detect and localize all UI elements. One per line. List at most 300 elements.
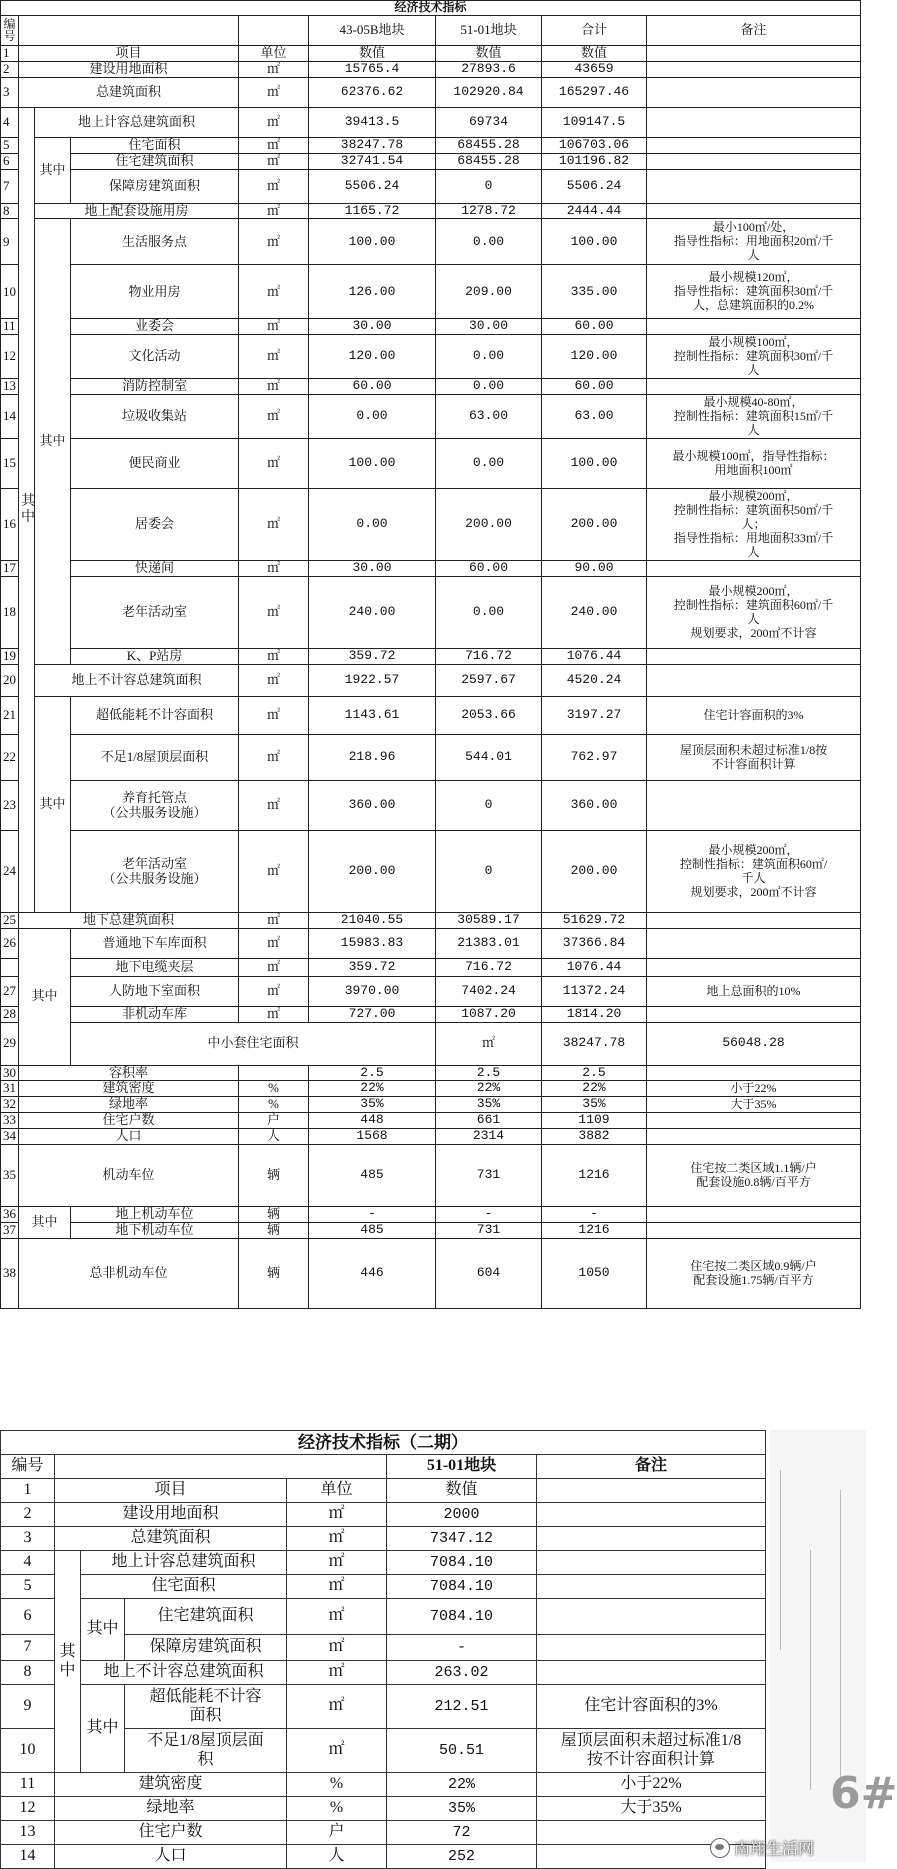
row-value: 21383.01 <box>436 929 542 959</box>
table-row <box>1 1821 766 1845</box>
row-note <box>647 137 861 153</box>
row-note <box>647 169 861 203</box>
row-no: 27 <box>1 977 19 1007</box>
row-unit: ㎡ <box>287 1503 387 1527</box>
table-row <box>1 1113 861 1129</box>
row-item: 地上不计容总建筑面积 <box>81 1661 287 1685</box>
row-value: 252 <box>387 1845 537 1869</box>
row-no: 36 <box>1 1207 19 1223</box>
row-unit: 辆 <box>239 1239 309 1309</box>
row-value: 22% <box>309 1081 436 1097</box>
row-value: 51629.72 <box>542 913 647 929</box>
row-note <box>537 1503 766 1527</box>
table-row <box>1 577 861 649</box>
row-no: 22 <box>1 735 19 781</box>
row-value: 38247.78 <box>542 1023 647 1065</box>
row-note: 最小规模40-80㎡， 控制性指标：建筑面积15㎡/千 人 <box>647 395 861 439</box>
row-unit: % <box>239 1081 309 1097</box>
header-no: 编号 <box>1 1455 55 1479</box>
row-note <box>647 929 861 959</box>
table-row <box>1 1065 861 1081</box>
economic-indicators-phase2-table <box>0 1430 766 1869</box>
table-row <box>1 1661 766 1685</box>
watermark <box>710 1836 814 1859</box>
row-value: 1109 <box>542 1113 647 1129</box>
header-value: 数值 <box>387 1479 537 1503</box>
row-unit: 户 <box>239 1113 309 1129</box>
row-item: 消防控制室 <box>71 379 239 395</box>
row-note <box>647 913 861 929</box>
table-row <box>1 1551 766 1575</box>
row-unit: ㎡ <box>287 1527 387 1551</box>
row-item: 住宅建筑面积 <box>125 1599 287 1635</box>
row-note <box>647 319 861 335</box>
row-item: 绿地率 <box>19 1097 239 1113</box>
row-value: 485 <box>309 1145 436 1207</box>
row-unit: ㎡ <box>287 1729 387 1773</box>
row-value: 37366.84 <box>542 929 647 959</box>
table-row <box>1 265 861 319</box>
row-item: 地上计容总建筑面积 <box>81 1551 287 1575</box>
row-no: 33 <box>1 1113 19 1129</box>
row-value: 0.00 <box>309 489 436 561</box>
row-note <box>647 77 861 107</box>
row-unit: ㎡ <box>239 439 309 489</box>
row-item: 总建筑面积 <box>55 1527 287 1551</box>
header-no: 编号 <box>1 15 19 45</box>
row-value: 63.00 <box>436 395 542 439</box>
row-value: 2.5 <box>436 1065 542 1081</box>
row-item: 建设用地面积 <box>55 1503 287 1527</box>
row-value: 27893.6 <box>436 61 542 77</box>
row-value: 544.01 <box>436 735 542 781</box>
row-unit: ㎡ <box>239 577 309 649</box>
row-value: 360.00 <box>542 781 647 831</box>
table-row <box>1 1097 861 1113</box>
table-row <box>1 1575 766 1599</box>
row-no: 9 <box>1 1685 55 1729</box>
table-row <box>1 1599 766 1635</box>
row-note <box>647 1113 861 1129</box>
row-item: 住宅户数 <box>55 1821 287 1845</box>
row-no: 10 <box>1 265 19 319</box>
row-item: 生活服务点 <box>71 219 239 265</box>
row-no: 18 <box>1 577 19 649</box>
row-value: 101196.82 <box>542 153 647 169</box>
row-note: 小于22% <box>647 1081 861 1097</box>
row-value: 2444.44 <box>542 203 647 219</box>
group-label: 其 中 <box>19 107 35 913</box>
row-item: 地上计容总建筑面积 <box>35 107 239 137</box>
row-note: 最小规模200㎡， 控制性指标：建筑面积60㎡/千 人 规划要求，200㎡不计容 <box>647 577 861 649</box>
row-note <box>647 781 861 831</box>
row-value: 1568 <box>309 1129 436 1145</box>
row-note <box>537 1575 766 1599</box>
row-unit: ㎡ <box>239 395 309 439</box>
row-note <box>537 1551 766 1575</box>
table-row <box>1 439 861 489</box>
row-unit: 人 <box>239 1129 309 1145</box>
row-unit: % <box>287 1773 387 1797</box>
row-item: 保障房建筑面积 <box>125 1635 287 1661</box>
row-item: 机动车位 <box>19 1145 239 1207</box>
row-item: 业委会 <box>71 319 239 335</box>
row-value: 0.00 <box>436 379 542 395</box>
row-unit: ㎡ <box>239 107 309 137</box>
row-value: 1087.20 <box>436 1007 542 1023</box>
table-row <box>1 169 861 203</box>
row-value: 2000 <box>387 1503 537 1527</box>
row-value: 446 <box>309 1239 436 1309</box>
row-value: 72 <box>387 1821 537 1845</box>
row-no: 28 <box>1 1007 19 1023</box>
row-value: 50.51 <box>387 1729 537 1773</box>
row-no: 10 <box>1 1729 55 1773</box>
row-value: 2597.67 <box>436 665 542 697</box>
row-unit: ㎡ <box>239 929 309 959</box>
row-value: - <box>309 1207 436 1223</box>
row-value: 1814.20 <box>542 1007 647 1023</box>
row-value: 212.51 <box>387 1685 537 1729</box>
row-note: 大于35% <box>537 1797 766 1821</box>
table-row <box>1 1207 861 1223</box>
row-no: 8 <box>1 1661 55 1685</box>
table-row <box>1 1845 766 1869</box>
row-unit: ㎡ <box>239 649 309 665</box>
row-value: 11372.24 <box>542 977 647 1007</box>
row-value: 56048.28 <box>647 1023 861 1065</box>
row-item: 建筑密度 <box>55 1773 287 1797</box>
watermark-text: 南翔生活网 <box>734 1839 815 1858</box>
row-item: 居委会 <box>71 489 239 561</box>
row-item: 总非机动车位 <box>19 1239 239 1309</box>
table-row <box>1 137 861 153</box>
row-unit: % <box>239 1097 309 1113</box>
row-item: 非机动车库 <box>71 1007 239 1023</box>
row-note <box>647 561 861 577</box>
row-unit: ㎡ <box>287 1599 387 1635</box>
row-value: 1216 <box>542 1223 647 1239</box>
row-item: 地下机动车位 <box>71 1223 239 1239</box>
row-no: 14 <box>1 395 19 439</box>
row-value: - <box>387 1635 537 1661</box>
row-unit: % <box>287 1797 387 1821</box>
row-item: 老年活动室 <box>71 577 239 649</box>
row-item: 普通地下车库面积 <box>71 929 239 959</box>
row-no: 26 <box>1 929 19 959</box>
row-item: 老年活动室 （公共服务设施） <box>71 831 239 913</box>
row-value: 1076.44 <box>542 959 647 977</box>
row-no: 17 <box>1 561 19 577</box>
row-value: 2.5 <box>542 1065 647 1081</box>
row-unit: ㎡ <box>287 1551 387 1575</box>
table-row <box>1 929 861 959</box>
row-value: 68455.28 <box>436 153 542 169</box>
row-value: 69734 <box>436 107 542 137</box>
row-note <box>647 649 861 665</box>
group-label: 其中 <box>35 697 71 913</box>
row-no: 29 <box>1 1023 19 1065</box>
row-no: 37 <box>1 1223 19 1239</box>
row-no: 6 <box>1 1599 55 1635</box>
row-unit: ㎡ <box>287 1575 387 1599</box>
row-value: 0 <box>436 781 542 831</box>
header-total: 合计 <box>542 15 647 45</box>
table-row <box>1 395 861 439</box>
row-value: 106703.06 <box>542 137 647 153</box>
row-value: 35% <box>542 1097 647 1113</box>
row-note <box>647 665 861 697</box>
row-note: 最小规模100㎡，指导性指标： 用地面积100㎡ <box>647 439 861 489</box>
row-value: 604 <box>436 1239 542 1309</box>
header-value: 数值 <box>309 45 436 61</box>
row-value: 359.72 <box>309 649 436 665</box>
row-item: 便民商业 <box>71 439 239 489</box>
row-value: 38247.78 <box>309 137 436 153</box>
row-note: 住宅计容面积的3% <box>537 1685 766 1729</box>
row-value: 102920.84 <box>436 77 542 107</box>
row-item: 人口 <box>55 1845 287 1869</box>
row-value: 1216 <box>542 1145 647 1207</box>
row-no: 21 <box>1 697 19 735</box>
row-note: 最小规模120㎡， 指导性指标：建筑面积30㎡/千 人，总建筑面积的0.2% <box>647 265 861 319</box>
table-row <box>1 107 861 137</box>
row-value: - <box>436 1207 542 1223</box>
row-unit: ㎡ <box>436 1023 542 1065</box>
row-unit: ㎡ <box>239 319 309 335</box>
row-unit: ㎡ <box>239 77 309 107</box>
row-no: 7 <box>1 1635 55 1661</box>
table-row <box>1 153 861 169</box>
header-unit: 单位 <box>239 45 309 61</box>
row-note <box>647 203 861 219</box>
table2-title: 经济技术指标（二期） <box>1 1431 766 1455</box>
row-item: 地上不计容总建筑面积 <box>35 665 239 697</box>
table-row <box>1 649 861 665</box>
row-value: 3197.27 <box>542 697 647 735</box>
row-value: 218.96 <box>309 735 436 781</box>
row-note <box>647 61 861 77</box>
row-unit: 户 <box>287 1821 387 1845</box>
row-item: K、P站房 <box>71 649 239 665</box>
row-value: 7084.10 <box>387 1575 537 1599</box>
row-item: 垃圾收集站 <box>71 395 239 439</box>
row-no: 7 <box>1 169 19 203</box>
row-value: 109147.5 <box>542 107 647 137</box>
building-number-label: 6# <box>830 1768 897 1819</box>
row-no: 5 <box>1 1575 55 1599</box>
row-no: 13 <box>1 1821 55 1845</box>
table-row <box>1 959 861 977</box>
row-value: - <box>542 1207 647 1223</box>
row-item: 地下电缆夹层 <box>71 959 239 977</box>
row-item: 不足1/8屋顶层面积 <box>71 735 239 781</box>
table-row <box>1 1797 766 1821</box>
table-row <box>1 1685 766 1729</box>
table-title: 经济技术指标 <box>1 1 861 16</box>
group-label: 其中 <box>81 1685 125 1773</box>
row-value: 731 <box>436 1145 542 1207</box>
row-value: 360.00 <box>309 781 436 831</box>
row-unit: ㎡ <box>239 137 309 153</box>
row-item: 中小套住宅面积 <box>71 1023 436 1065</box>
row-value: 1278.72 <box>436 203 542 219</box>
row-note: 大于35% <box>647 1097 861 1113</box>
row-note <box>647 1129 861 1145</box>
table-row <box>1 203 861 219</box>
row-no: 8 <box>1 203 19 219</box>
row-value: 200.00 <box>436 489 542 561</box>
row-value: 240.00 <box>542 577 647 649</box>
row-value: 7084.10 <box>387 1599 537 1635</box>
row-unit: ㎡ <box>239 977 309 1007</box>
row-note <box>647 1065 861 1081</box>
row-unit: ㎡ <box>287 1685 387 1729</box>
row-note: 最小规模100㎡， 控制性指标：建筑面积30㎡/千 人 <box>647 335 861 379</box>
row-no: 31 <box>1 1081 19 1097</box>
row-value: 5506.24 <box>542 169 647 203</box>
row-value: 731 <box>436 1223 542 1239</box>
row-note <box>647 1207 861 1223</box>
row-note <box>647 379 861 395</box>
table-row <box>1 913 861 929</box>
row-value: 335.00 <box>542 265 647 319</box>
table-row <box>1 1129 861 1145</box>
row-unit: ㎡ <box>287 1661 387 1685</box>
table-row <box>1 489 861 561</box>
header-plot-43-05b: 43-05B地块 <box>309 15 436 45</box>
row-item: 快递间 <box>71 561 239 577</box>
row-no: 12 <box>1 335 19 379</box>
row-value: 2053.66 <box>436 697 542 735</box>
row-unit: ㎡ <box>239 781 309 831</box>
row-no: 34 <box>1 1129 19 1145</box>
row-note: 屋顶层面积未超过标准1/8 按不计容面积计算 <box>537 1729 766 1773</box>
row-note: 住宅按二类区域0.9辆/户 配套设施1.75辆/百平方 <box>647 1239 861 1309</box>
row-value: 43659 <box>542 61 647 77</box>
row-unit: ㎡ <box>239 1007 309 1023</box>
row-unit: ㎡ <box>239 169 309 203</box>
row-value: 7402.24 <box>436 977 542 1007</box>
table-row <box>1 335 861 379</box>
row-value: 60.00 <box>436 561 542 577</box>
row-value: 60.00 <box>542 319 647 335</box>
row-note: 最小规模200㎡， 控制性指标：建筑面积60㎡/ 千人 规划要求，200㎡不计容 <box>647 831 861 913</box>
row-no: 4 <box>1 1551 55 1575</box>
table-row <box>1 1007 861 1023</box>
header-plot-51-01: 51-01地块 <box>436 15 542 45</box>
row-value: 100.00 <box>542 439 647 489</box>
row-value: 209.00 <box>436 265 542 319</box>
row-value: 30.00 <box>309 561 436 577</box>
row-item: 容积率 <box>19 1065 239 1081</box>
table-row <box>1 1223 861 1239</box>
row-value: 60.00 <box>309 379 436 395</box>
row-no: 3 <box>1 77 19 107</box>
row-no <box>1 959 19 977</box>
row-no: 23 <box>1 781 19 831</box>
row-unit: ㎡ <box>239 265 309 319</box>
row-unit: ㎡ <box>239 697 309 735</box>
row-value: 200.00 <box>309 831 436 913</box>
header-note: 备注 <box>647 15 861 45</box>
row-value: 2.5 <box>309 1065 436 1081</box>
row-value: 120.00 <box>542 335 647 379</box>
row-value: 1143.61 <box>309 697 436 735</box>
row-item: 住宅面积 <box>81 1575 287 1599</box>
row-value: 359.72 <box>309 959 436 977</box>
row-value: 68455.28 <box>436 137 542 153</box>
row-value: 32741.54 <box>309 153 436 169</box>
row-unit: ㎡ <box>239 203 309 219</box>
row-unit: ㎡ <box>287 1635 387 1661</box>
row-item: 超低能耗不计容面积 <box>71 697 239 735</box>
row-item: 地上机动车位 <box>71 1207 239 1223</box>
row-value: 0.00 <box>309 395 436 439</box>
row-note <box>537 1527 766 1551</box>
row-no: 13 <box>1 379 19 395</box>
row-note: 屋顶层面积未超过标准1/8按 不计容面积计算 <box>647 735 861 781</box>
row-item: 文化活动 <box>71 335 239 379</box>
row-unit <box>239 1065 309 1081</box>
row-no: 38 <box>1 1239 19 1309</box>
row-unit: ㎡ <box>239 153 309 169</box>
row-unit: ㎡ <box>239 913 309 929</box>
row-unit: ㎡ <box>239 61 309 77</box>
table-row <box>1 735 861 781</box>
row-value: 100.00 <box>309 219 436 265</box>
table-row <box>1 1527 766 1551</box>
row-no: 4 <box>1 107 19 137</box>
row-item: 养育托管点 （公共服务设施） <box>71 781 239 831</box>
row-item: 总建筑面积 <box>19 77 239 107</box>
row-note <box>647 959 861 977</box>
row-value: 0 <box>436 831 542 913</box>
header-value: 数值 <box>542 45 647 61</box>
group-label: 其 中 <box>55 1551 81 1773</box>
row-no: 5 <box>1 137 19 153</box>
row-no: 35 <box>1 1145 19 1207</box>
row-item: 地下总建筑面积 <box>19 913 239 929</box>
row-unit: 人 <box>287 1845 387 1869</box>
table-row <box>1 665 861 697</box>
row-value: 0.00 <box>436 219 542 265</box>
row-value: 100.00 <box>309 439 436 489</box>
row-unit: ㎡ <box>239 219 309 265</box>
row-value: 7084.10 <box>387 1551 537 1575</box>
row-note: 最小规模200㎡， 控制性指标：建筑面积50㎡/千 人； 指导性指标：用地面积33㎡/千 人 <box>647 489 861 561</box>
row-value: 15765.4 <box>309 61 436 77</box>
row-value: 63.00 <box>542 395 647 439</box>
row-value: 35% <box>309 1097 436 1113</box>
row-value: 1165.72 <box>309 203 436 219</box>
table-row <box>1 561 861 577</box>
row-no: 6 <box>1 153 19 169</box>
row-value: 661 <box>436 1113 542 1129</box>
row-note: 地上总面积的10% <box>647 977 861 1007</box>
group-label: 其中 <box>35 219 71 665</box>
row-value: 762.97 <box>542 735 647 781</box>
row-value: 90.00 <box>542 561 647 577</box>
table-row <box>1 319 861 335</box>
row-no: 11 <box>1 319 19 335</box>
row-item: 保障房建筑面积 <box>71 169 239 203</box>
row-item: 住宅建筑面积 <box>71 153 239 169</box>
row-unit: ㎡ <box>239 379 309 395</box>
row-unit: 辆 <box>239 1145 309 1207</box>
row-unit: 辆 <box>239 1207 309 1223</box>
row-value: 200.00 <box>542 489 647 561</box>
